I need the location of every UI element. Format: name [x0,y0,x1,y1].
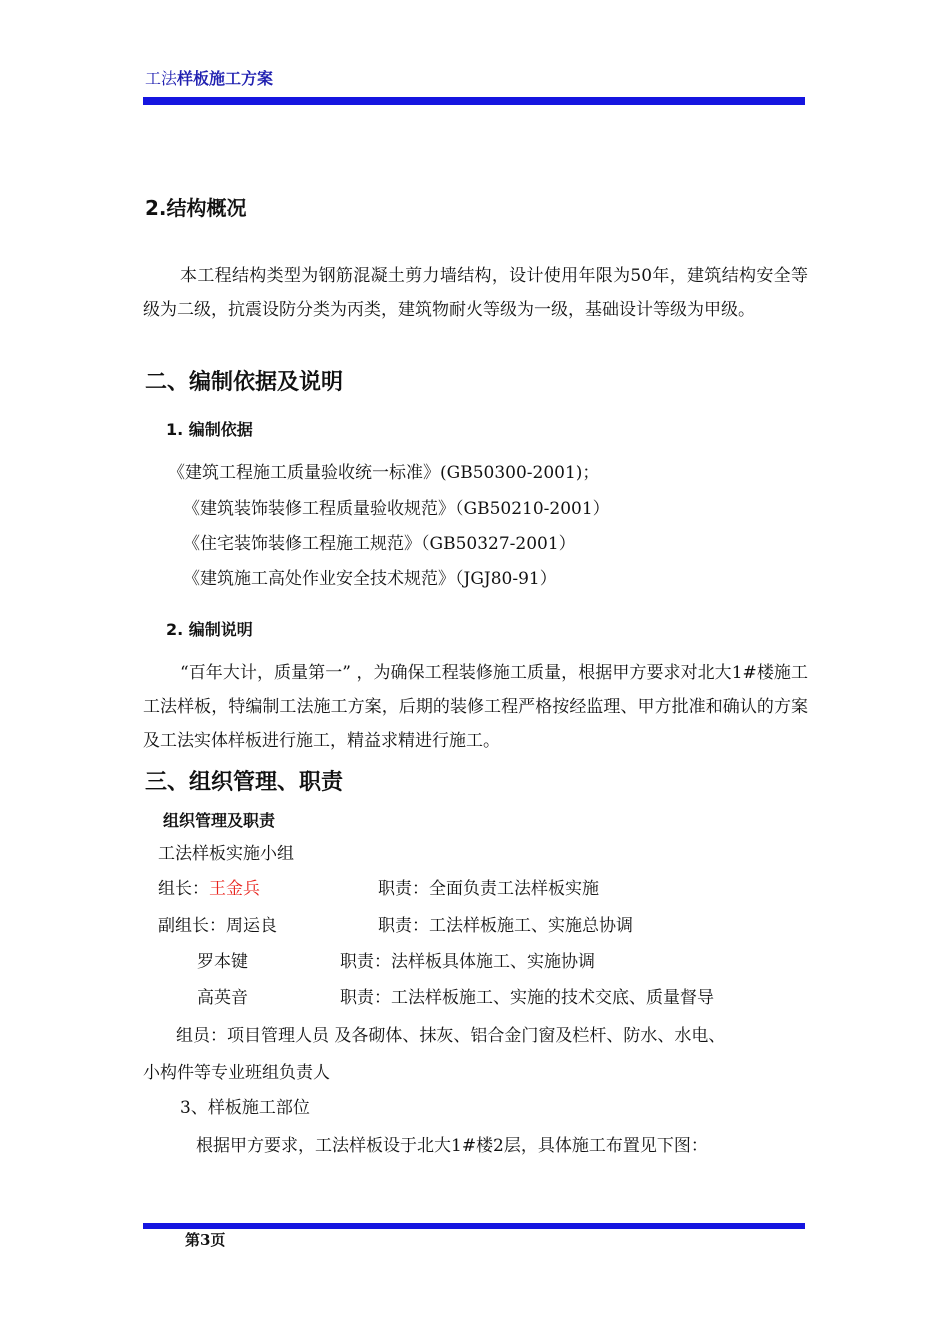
location-text: 根据甲方要求，工法样板设于北大1#楼2层，具体施工布置见下图： [196,1136,708,1156]
members-line2: 小构件等专业班组负责人 [143,1063,330,1083]
member2-duty: 职责：工法样板施工、实施的技术交底、质量督导 [340,988,714,1008]
member2-name: 高英音 [197,988,248,1008]
org-heading: 三、组织管理、职责 [145,770,344,795]
header-rule [143,97,805,105]
leader-duty: 职责：全面负责工法样板实施 [378,879,599,899]
group-title: 工法样板实施小组 [158,844,294,864]
leader-name: 王金兵 [209,879,260,899]
deputy-label: 副组长：周运良 [158,916,277,936]
structure-heading: 2.结构概况 [145,196,247,220]
member1-name: 罗本键 [197,952,248,972]
basis-paragraph: “百年大计，质量第一” ，为确保工程装修施工质量，根据甲方要求对北大1#楼施工工法样板，特编制工法施工方案，后期的装修工程严格按经监理、甲方批准和确认的方案及工法实体样板进行施工，精益求精进行施工。 [143,663,808,751]
reference-item: 《建筑装饰装修工程质量验收规范》（GB50210-2001） [183,499,610,519]
page-number: 第3页 [185,1231,226,1249]
footer-rule [143,1223,805,1229]
header-title-part1: 工法 [145,69,178,88]
reference-item: 《建筑施工高处作业安全技术规范》（JGJ80-91） [183,569,557,589]
org-sub-heading: 组织管理及职责 [163,811,276,830]
members-line1: 组员：项目管理人员 及各砌体、抹灰、铝合金门窗及栏杆、防水、水电、 [176,1026,726,1046]
deputy-duty: 职责：工法样板施工、实施总协调 [378,916,633,936]
header-title [145,66,273,89]
location-heading: 3、样板施工部位 [180,1098,310,1118]
leader-row [158,872,260,906]
structure-paragraph: 本工程结构类型为钢筋混凝土剪力墙结构，设计使用年限为50年，建筑结构安全等级为二级，抗震设防分类为丙类，建筑物耐火等级为一级，基础设计等级为甲级。 [143,266,808,320]
reference-item: 《建筑工程施工质量验收统一标准》(GB50300-2001)； [168,463,600,483]
member1-duty: 职责：法样板具体施工、实施协调 [340,952,595,972]
header-title-part2: 样板施工方案 [177,69,274,88]
leader-label: 组长： [158,879,209,899]
basis-sub1-heading: 1. 编制依据 [166,420,253,439]
basis-sub2-heading: 2. 编制说明 [166,620,253,639]
reference-item: 《住宅装饰装修工程施工规范》（GB50327-2001） [183,534,576,554]
basis-heading: 二、编制依据及说明 [145,370,344,395]
